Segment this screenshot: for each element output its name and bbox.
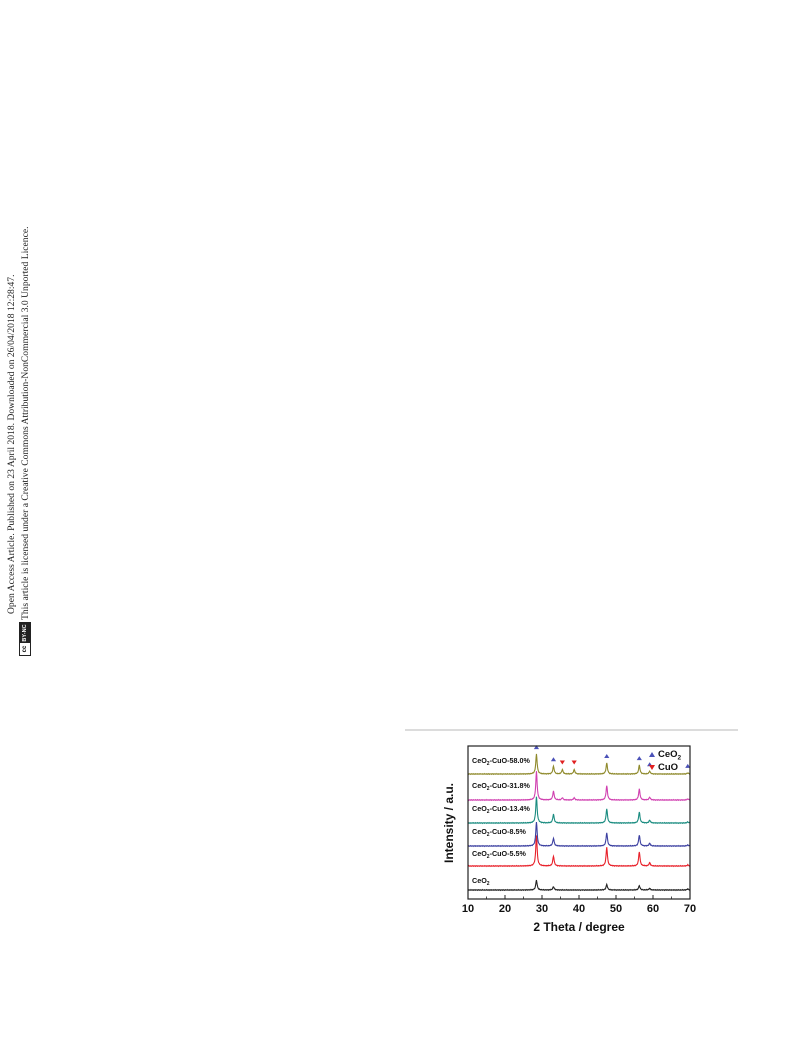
series-label-0: CeO$_2$ (472, 876, 490, 887)
y-axis-label: Intensity / a.u. (442, 782, 456, 864)
legend-label-1: CuO (658, 762, 679, 773)
x-axis-ticks (462, 895, 696, 915)
ceo2-peak-marker-1 (551, 757, 556, 761)
license-sidebar (4, 0, 44, 656)
x-tick-label-5: 60 (646, 903, 660, 915)
license-notice[interactable] (20, 0, 31, 620)
ceo2-peak-marker-2 (604, 754, 609, 758)
cc-icon: cc (22, 645, 28, 653)
section-divider (405, 729, 738, 731)
series-layer (468, 754, 690, 890)
x-tick-label-1: 20 (498, 903, 512, 915)
series-label-5: CeO$_2$-CuO-58.0% (472, 756, 530, 767)
legend (649, 749, 682, 773)
x-tick-label-4: 50 (609, 903, 623, 915)
legend-label-0: CeO$_2$ (658, 749, 682, 762)
series-label-4: CeO$_2$-CuO-31.8% (472, 781, 530, 792)
ceo2-peak-marker-3 (637, 756, 642, 760)
license-notice-text: This article is licensed under a Creative Commons Attribution-NonCommercial 3.0 Unported Licence. (20, 226, 31, 620)
series-label-1: CeO$_2$-CuO-5.5% (472, 849, 526, 860)
legend-marker-0 (649, 752, 655, 757)
x-tick-label-3: 40 (572, 903, 586, 915)
legend-marker-1 (649, 765, 655, 770)
cc-by-nc-label: BY-NC (22, 624, 28, 642)
cc-license-badge[interactable] (19, 622, 31, 656)
x-tick-label-6: 70 (683, 903, 697, 915)
x-tick-label-0: 10 (461, 903, 475, 915)
cuo-peak-marker-0 (560, 760, 565, 764)
x-tick-label-2: 30 (535, 903, 549, 915)
cuo-peak-marker-1 (572, 761, 577, 765)
xrd-chart (430, 735, 710, 940)
series-line-0 (468, 880, 690, 890)
publication-notice: Open Access Article. Published on 23 April 2018. Downloaded on 26/04/2018 12:28:47. (6, 274, 17, 614)
x-axis-label: 2 Theta / degree (533, 920, 625, 934)
series-label-3: CeO$_2$-CuO-13.4% (472, 804, 530, 815)
series-label-2: CeO$_2$-CuO-8.5% (472, 827, 526, 838)
